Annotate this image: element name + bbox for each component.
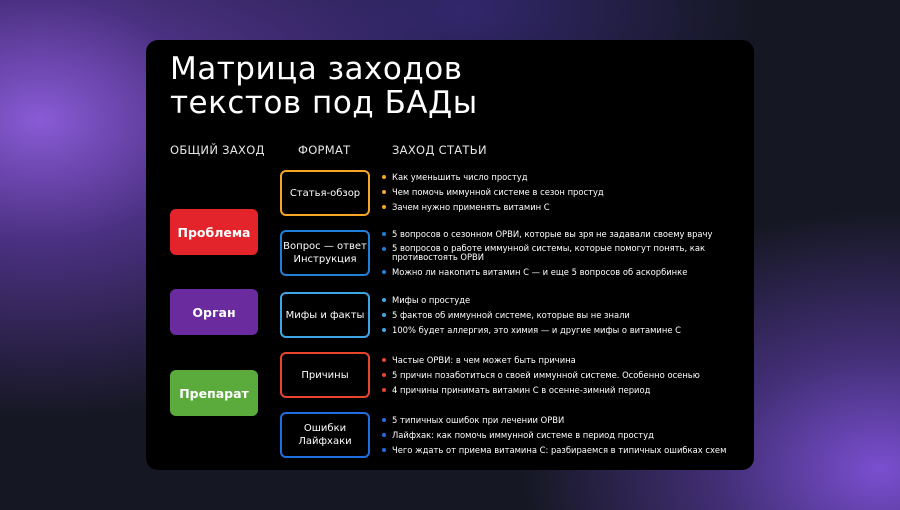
bullet-dot-icon — [382, 433, 386, 437]
list-item-text: 100% будет аллергия, это химия — и другие мифы о витамине С — [392, 325, 681, 335]
list-item[interactable] — [382, 310, 742, 320]
bullet-dot-icon — [382, 373, 386, 377]
list-item[interactable] — [382, 244, 707, 262]
list-item[interactable] — [382, 187, 742, 197]
category-organ[interactable] — [170, 289, 258, 335]
bullet-dot-icon — [382, 388, 386, 392]
list-item-text: 5 фактов об иммунной системе, которые вы не знали — [392, 310, 630, 320]
category-problem[interactable] — [170, 209, 258, 255]
list-item[interactable] — [382, 445, 742, 455]
bullet-dot-icon — [382, 358, 386, 362]
format-reasons[interactable] — [280, 352, 370, 398]
bullet-dot-icon — [382, 232, 386, 236]
list-item[interactable] — [382, 229, 742, 239]
list-item[interactable] — [382, 172, 742, 182]
title-line-2: текстов под БАДы — [170, 85, 478, 121]
format-label: Причины — [301, 369, 349, 381]
list-item[interactable] — [382, 325, 742, 335]
format-label: Вопрос — ответ Инструкция — [283, 241, 367, 265]
list-item-text: 5 вопросов о сезонном ОРВИ, которые вы зря не задавали своему врачу — [392, 229, 713, 239]
format-overview[interactable] — [280, 170, 370, 216]
list-item-text: 5 типичных ошибок при лечении ОРВИ — [392, 415, 565, 425]
list-item[interactable] — [382, 415, 742, 425]
list-item[interactable] — [382, 267, 742, 277]
format-label: Ошибки Лайфхаки — [298, 423, 352, 447]
list-item-text: 5 причин позаботиться о своей иммунной системе. Особенно осенью — [392, 370, 700, 380]
list-item[interactable] — [382, 202, 742, 212]
bullet-dot-icon — [382, 448, 386, 452]
list-item-text: Мифы о простуде — [392, 295, 471, 305]
column-header-article: ЗАХОД СТАТЬИ — [392, 143, 487, 157]
bullet-dot-icon — [382, 190, 386, 194]
article-list-overview — [382, 172, 742, 217]
list-item-text: Зачем нужно применять витамин С — [392, 202, 550, 212]
list-item-text: Частые ОРВИ: в чем может быть причина — [392, 355, 576, 365]
column-header-general: ОБЩИЙ ЗАХОД — [170, 143, 265, 157]
list-item[interactable] — [382, 385, 742, 395]
list-item-text: 5 вопросов о работе иммунной системы, которые помогут понять, как противостоять ОРВИ — [392, 243, 706, 262]
bullet-dot-icon — [382, 247, 386, 251]
bullet-dot-icon — [382, 328, 386, 332]
format-qa-instruction[interactable] — [280, 230, 370, 276]
article-list-reasons — [382, 355, 742, 400]
list-item-text: 4 причины принимать витамин С в осенне-зимний период — [392, 385, 651, 395]
title-line-1: Матрица заходов — [170, 51, 463, 87]
format-label: Мифы и факты — [285, 309, 365, 321]
bullet-dot-icon — [382, 175, 386, 179]
list-item-text: Как уменьшить число простуд — [392, 172, 528, 182]
category-drug[interactable] — [170, 370, 258, 416]
list-item-text: Лайфхак: как помочь иммунной системе в период простуд — [392, 430, 654, 440]
list-item-text: Чего ждать от приема витамина С: разбираемся в типичных ошибках схем — [392, 445, 727, 455]
column-header-format: ФОРМАТ — [298, 143, 351, 157]
format-myths-facts[interactable] — [280, 292, 370, 338]
page-title — [170, 52, 478, 120]
article-list-qa — [382, 229, 742, 282]
format-label: Статья-обзор — [289, 187, 361, 199]
bullet-dot-icon — [382, 313, 386, 317]
list-item[interactable] — [382, 355, 742, 365]
category-label: Проблема — [177, 224, 251, 240]
category-label: Препарат — [179, 385, 249, 401]
list-item-text: Можно ли накопить витамин С — и еще 5 вопросов об аскорбинке — [392, 267, 688, 277]
list-item[interactable] — [382, 295, 742, 305]
article-list-mistakes — [382, 415, 742, 460]
bullet-dot-icon — [382, 270, 386, 274]
bullet-dot-icon — [382, 298, 386, 302]
list-item-text: Чем помочь иммунной системе в сезон простуд — [392, 187, 604, 197]
category-label: Орган — [192, 304, 236, 320]
bullet-dot-icon — [382, 205, 386, 209]
list-item[interactable] — [382, 370, 742, 380]
bullet-dot-icon — [382, 418, 386, 422]
matrix-card — [146, 40, 754, 470]
list-item[interactable] — [382, 430, 742, 440]
article-list-myths — [382, 295, 742, 340]
format-mistakes-lifehacks[interactable] — [280, 412, 370, 458]
